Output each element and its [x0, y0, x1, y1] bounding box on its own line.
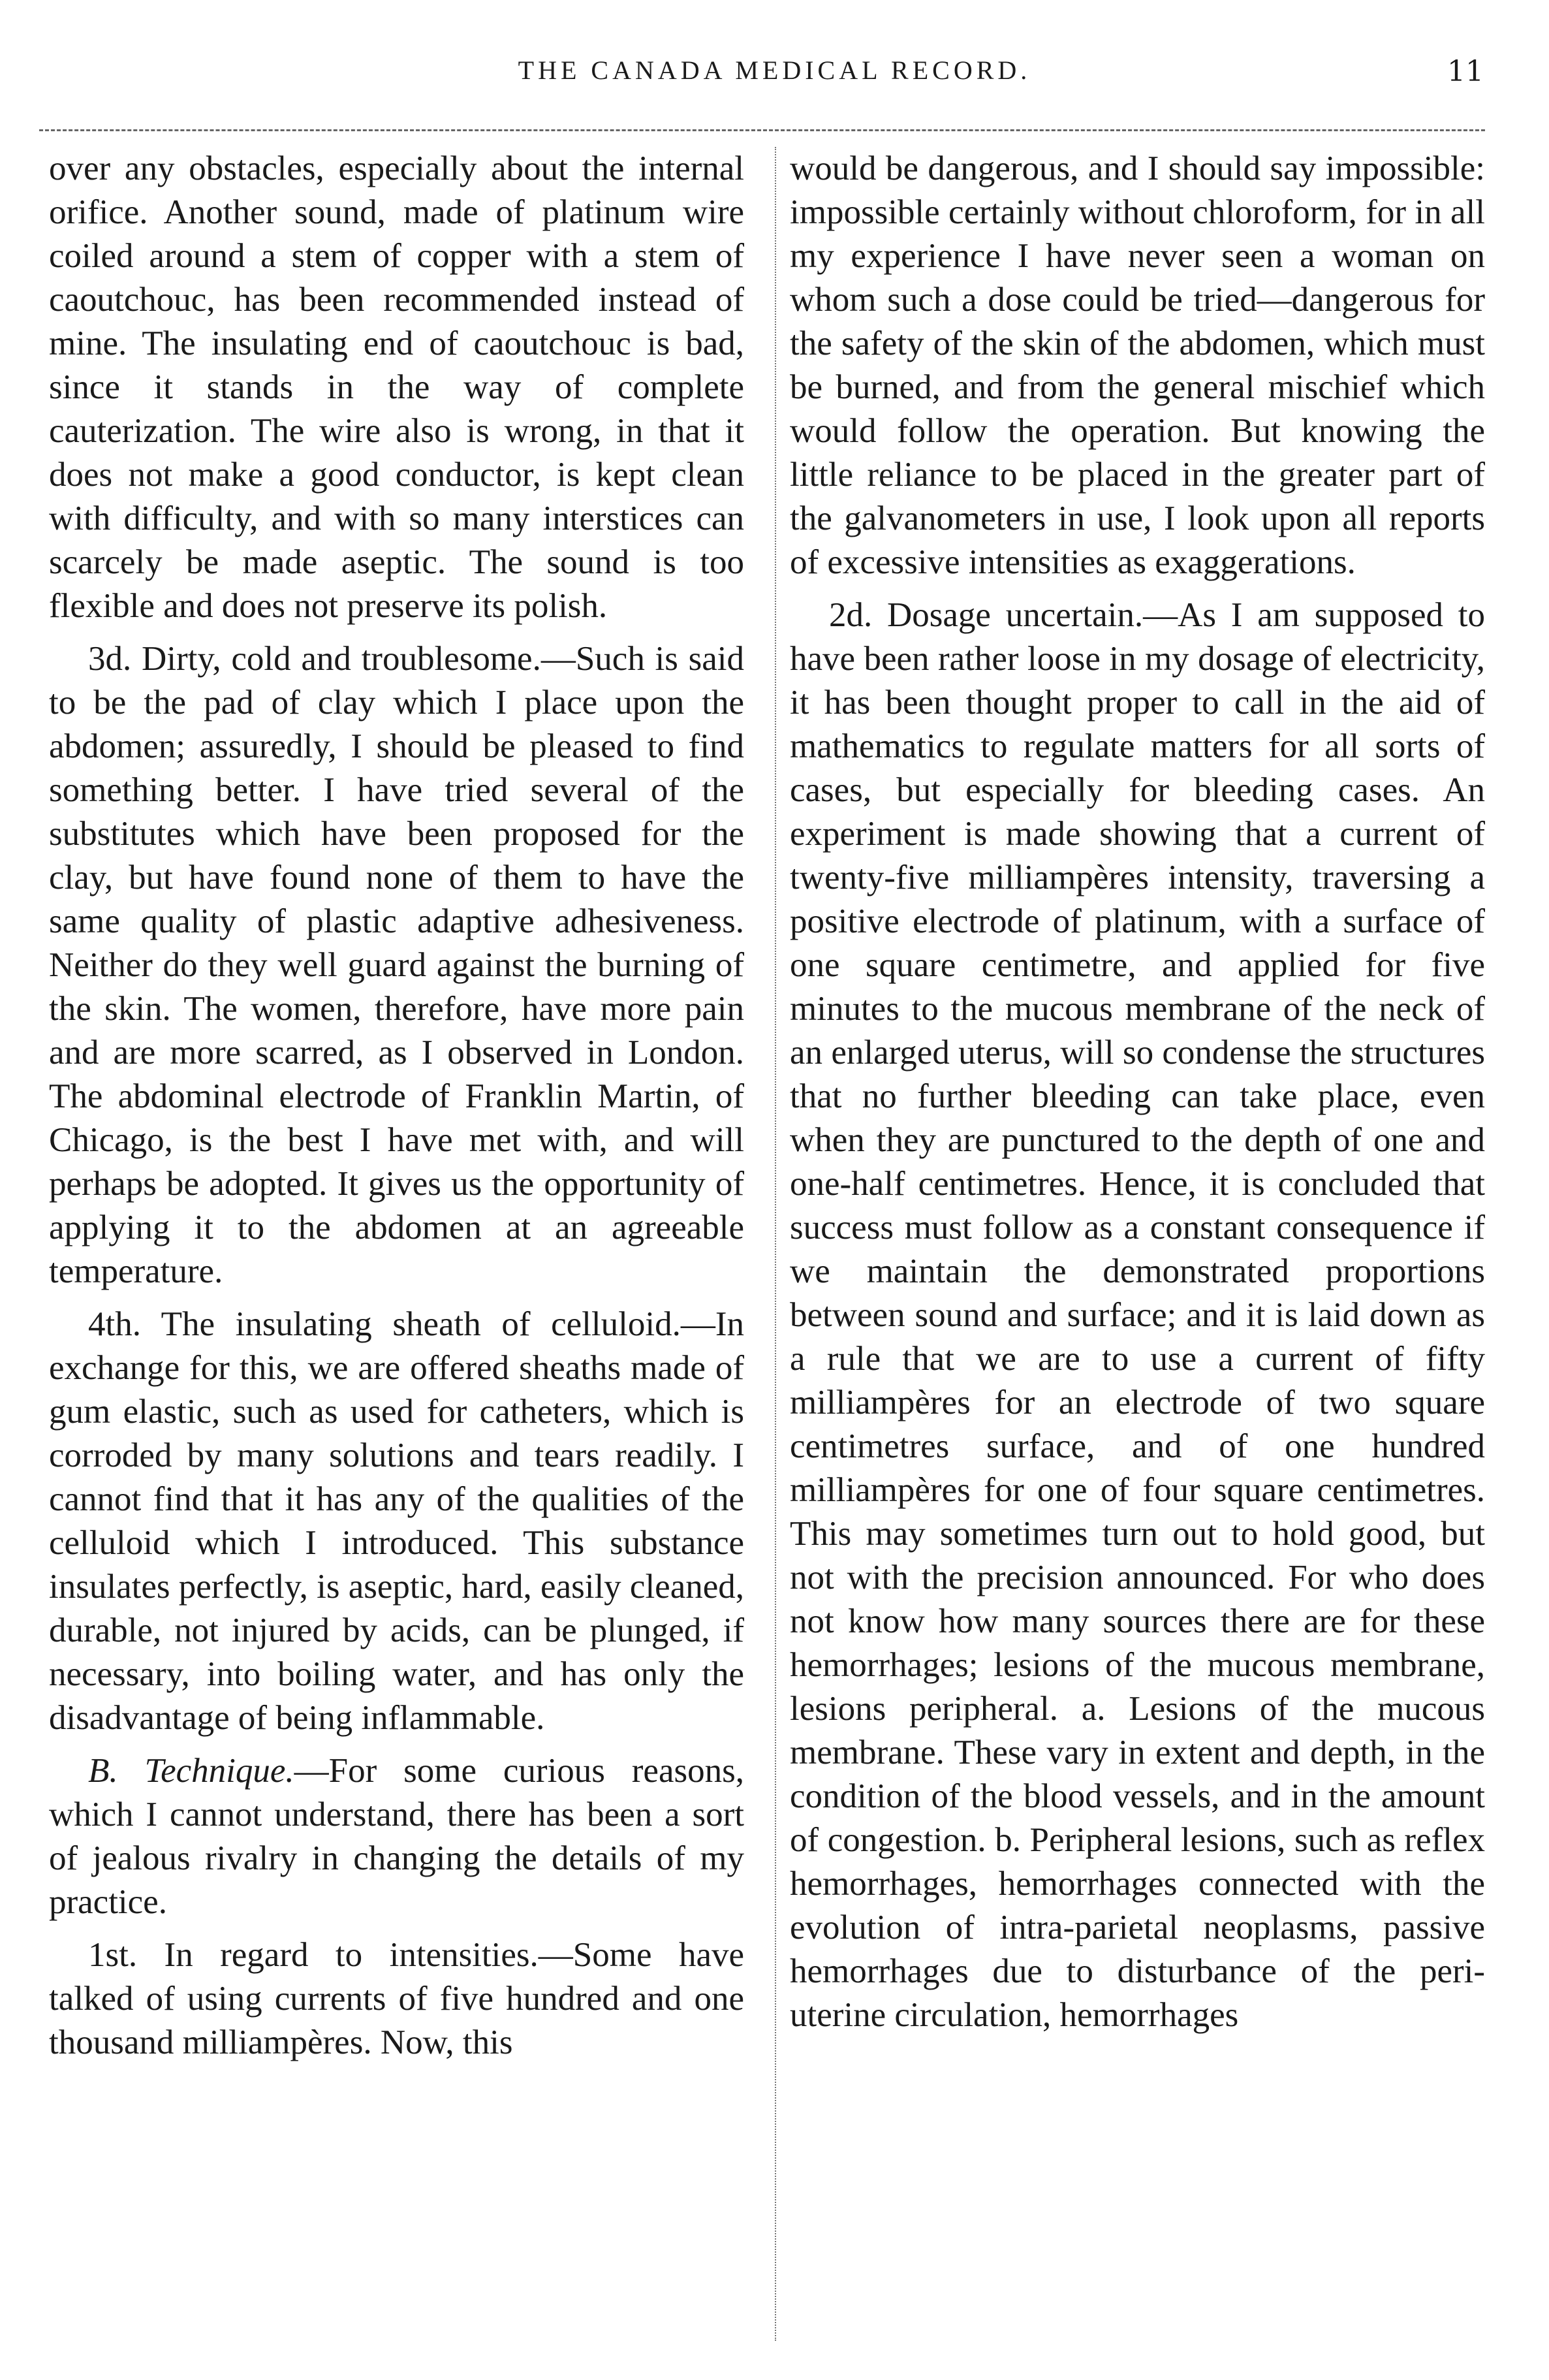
journal-title: THE CANADA MEDICAL RECORD. — [518, 56, 1031, 85]
right-column — [790, 147, 1485, 2046]
paragraph-text: —For some curious reasons, which I cannot understand, there has been a sort of jealous rivalry in changing the details of my practice. — [49, 1752, 744, 1921]
paragraph: 1st. In regard to intensities.—Some have talked of using currents of five hundred and one thousand milliampères. Now, this — [49, 1936, 744, 2061]
paragraph: over any obstacles, especially about the internal orifice. Another sound, made of platinum wire coiled around a stem of copper with a stem of caoutchouc, has been recommended instead of mine. The insulating end of caoutchouc is bad, since it stands in the way of complete cauterization. The wire also is wrong, in that it does not make a good conductor, is kept clean with difficulty, and with so many interstices can scarcely be made aseptic. The sound is too flexible and does not preserve its polish. — [49, 150, 744, 625]
paragraph: 2d. Dosage uncertain.—As I am supposed to have been rather loose in my dosage of electricity, it has been thought proper to call in the aid of mathematics to regulate matters for all sorts of cases, but especially for bleeding cases. An experiment is made showing that a current of twenty-five milliampères intensity, traversing a positive electrode of platinum, with a surface of one square centimetre, and applied for five minutes to the mucous membrane of the neck of an enlarged uterus, will so condense the structures that no further bleeding can take place, even when they are punctured to the depth of one and one-half centimetres. Hence, it is concluded that success must follow as a constant consequence if we maintain the demonstrated proportions between sound and surface; and it is laid down as a rule that we are to use a current of fifty milliampères for an electrode of two square centimetres surface, and of one hundred milliampères for one of four square centimetres. This may sometimes turn out to hold good, but not with the precision announced. For who does not know how many sources there are for these hemorrhages; lesions of the mucous membrane, lesions peripheral. a. Lesions of the mucous membrane. These vary in extent and depth, in the condition of the blood vessels, and in the amount of congestion. b. Peripheral lesions, such as reflex hemorrhages, hemorrhages connected with the evolution of intra-parietal neoplasms, passive hemorrhages due to disturbance of the peri-uterine circulation, hemorrhages — [790, 596, 1485, 2034]
page-number: 11 — [1447, 55, 1484, 88]
section-heading: B. Technique. — [88, 1752, 294, 1790]
paragraph: would be dangerous, and I should say impossible: impossible certainly without chloroform, for in all my experience I have never seen a woman on whom such a dose could be tried—dangerous for the safety of the skin of the abdomen, which must be burned, and from the general mischief which would follow the operation. But knowing the little reliance to be placed in the greater part of the galvanometers in use, I look upon all reports of excessive intensities as exaggerations. — [790, 150, 1485, 581]
header-rule — [39, 129, 1485, 131]
paragraph: 4th. The insulating sheath of celluloid.—In exchange for this, we are offered sheaths made of gum elastic, such as used for catheters, which is corroded by many solutions and tears readily. I cannot find that it has any of the qualities of the celluloid which I introduced. This substance insulates perfectly, is aseptic, hard, easily cleaned, durable, not injured by acids, can be plunged, if necessary, into boiling water, and has only the disadvantage of being inflammable. — [49, 1305, 744, 1737]
column-divider — [775, 147, 776, 2341]
left-column — [49, 147, 744, 2074]
paragraph: 3d. Dirty, cold and troublesome.—Such is said to be the pad of clay which I place upon the abdomen; assuredly, I should be pleased to find something better. I have tried several of the substitutes which have been proposed for the clay, but have found none of them to have the same quality of plastic adaptive adhesiveness. Neither do they well guard against the burning of the skin. The women, therefore, have more pain and are more scarred, as I observed in London. The abdominal electrode of Franklin Martin, of Chicago, is the best I have met with, and will perhaps be adopted. It gives us the opportunity of applying it to the abdomen at an agreeable temperature. — [49, 640, 744, 1290]
page-header — [0, 55, 1549, 107]
paragraph — [49, 1749, 744, 1924]
